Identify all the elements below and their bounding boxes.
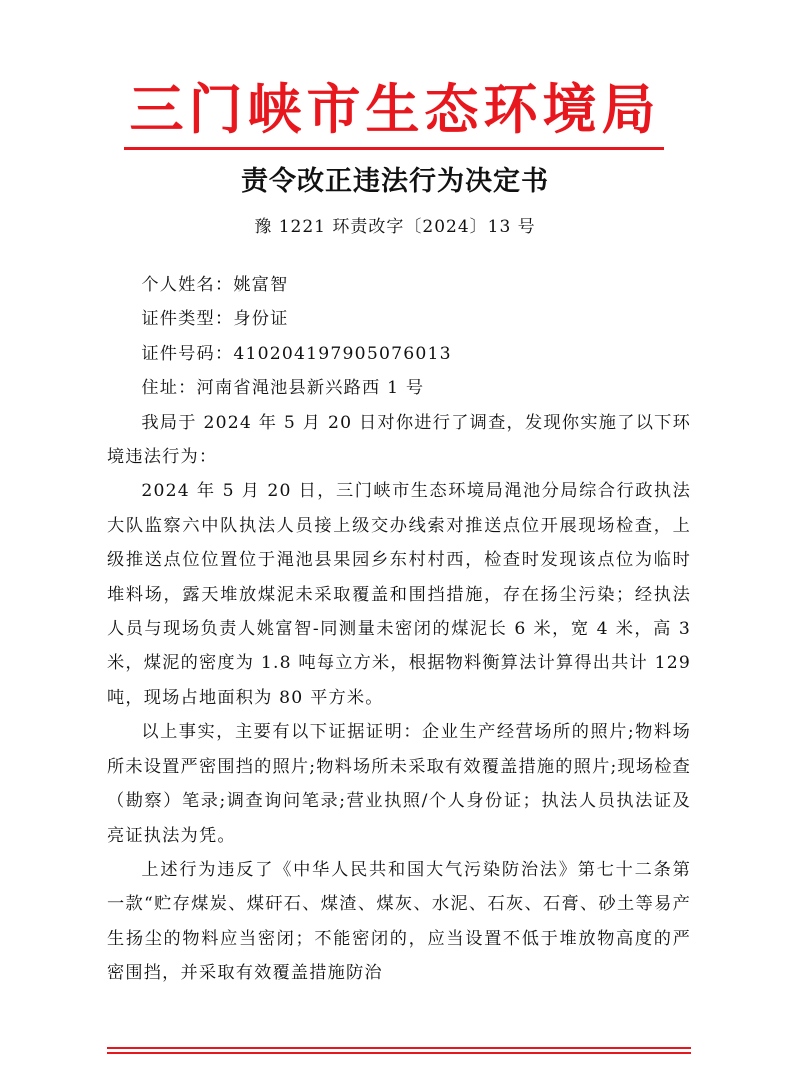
party-name: 个人姓名：姚富智	[141, 275, 289, 295]
party-id-type: 证件类型：身份证	[141, 309, 289, 330]
document-number: 豫 1221 环责改字〔2024〕13 号	[254, 217, 536, 237]
footer-red-rule-upper	[107, 1047, 691, 1049]
intro-paragraph: 我局于 2024 年 5 月 20 日对你进行了调查，发现你实施了以下环境违法行为：	[107, 412, 691, 468]
footer-red-rule-lower	[107, 1052, 691, 1054]
header-red-rule	[124, 147, 664, 150]
document-body	[107, 268, 691, 991]
party-address: 住址：河南省渑池县新兴路西 1 号	[141, 378, 425, 399]
party-id-number: 证件号码：410204197905076013	[141, 343, 452, 364]
document-title: 责令改正违法行为决定书	[241, 166, 549, 197]
evidence-paragraph: 以上事实，主要有以下证据证明：企业生产经营场所的照片;物料场所未设置严密围挡的照片;物料场所未采取有效覆盖措施的照片;现场检查（勘察）笔录;调查询问笔录;营业执照/个人身份证；执法人员执法证及亮证执法为凭。	[107, 722, 691, 846]
facts-paragraph: 2024 年 5 月 20 日，三门峡市生态环境局渑池分局综合行政执法大队监察六中队执法人员接上级交办线索对推送点位开展现场检查，上级推送点位位置位于渑池县果园乡东村村西，检查时发现该点位为临时堆料场，露天堆放煤泥未采取覆盖和围挡措施，存在扬尘污染；经执法人员与现场负责人姚富智-同测量未密闭的煤泥长 6 米，宽 4 米，高 3 米，煤泥的密度为 1.8 吨每立方米，根据物料衡算法计算得出共计 129 吨，现场占地面积为 80 平方米。	[107, 481, 691, 708]
agency-name: 三门峡市生态环境局	[129, 77, 661, 141]
violation-paragraph: 上述行为违反了《中华人民共和国大气污染防治法》第七十二条第一款“贮存煤炭、煤矸石、煤渣、煤灰、水泥、石灰、石膏、砂土等易产生扬尘的物料应当密闭；不能密闭的，应当设置不低于堆放物高度的严密围挡，并采取有效覆盖措施防治	[107, 859, 691, 984]
